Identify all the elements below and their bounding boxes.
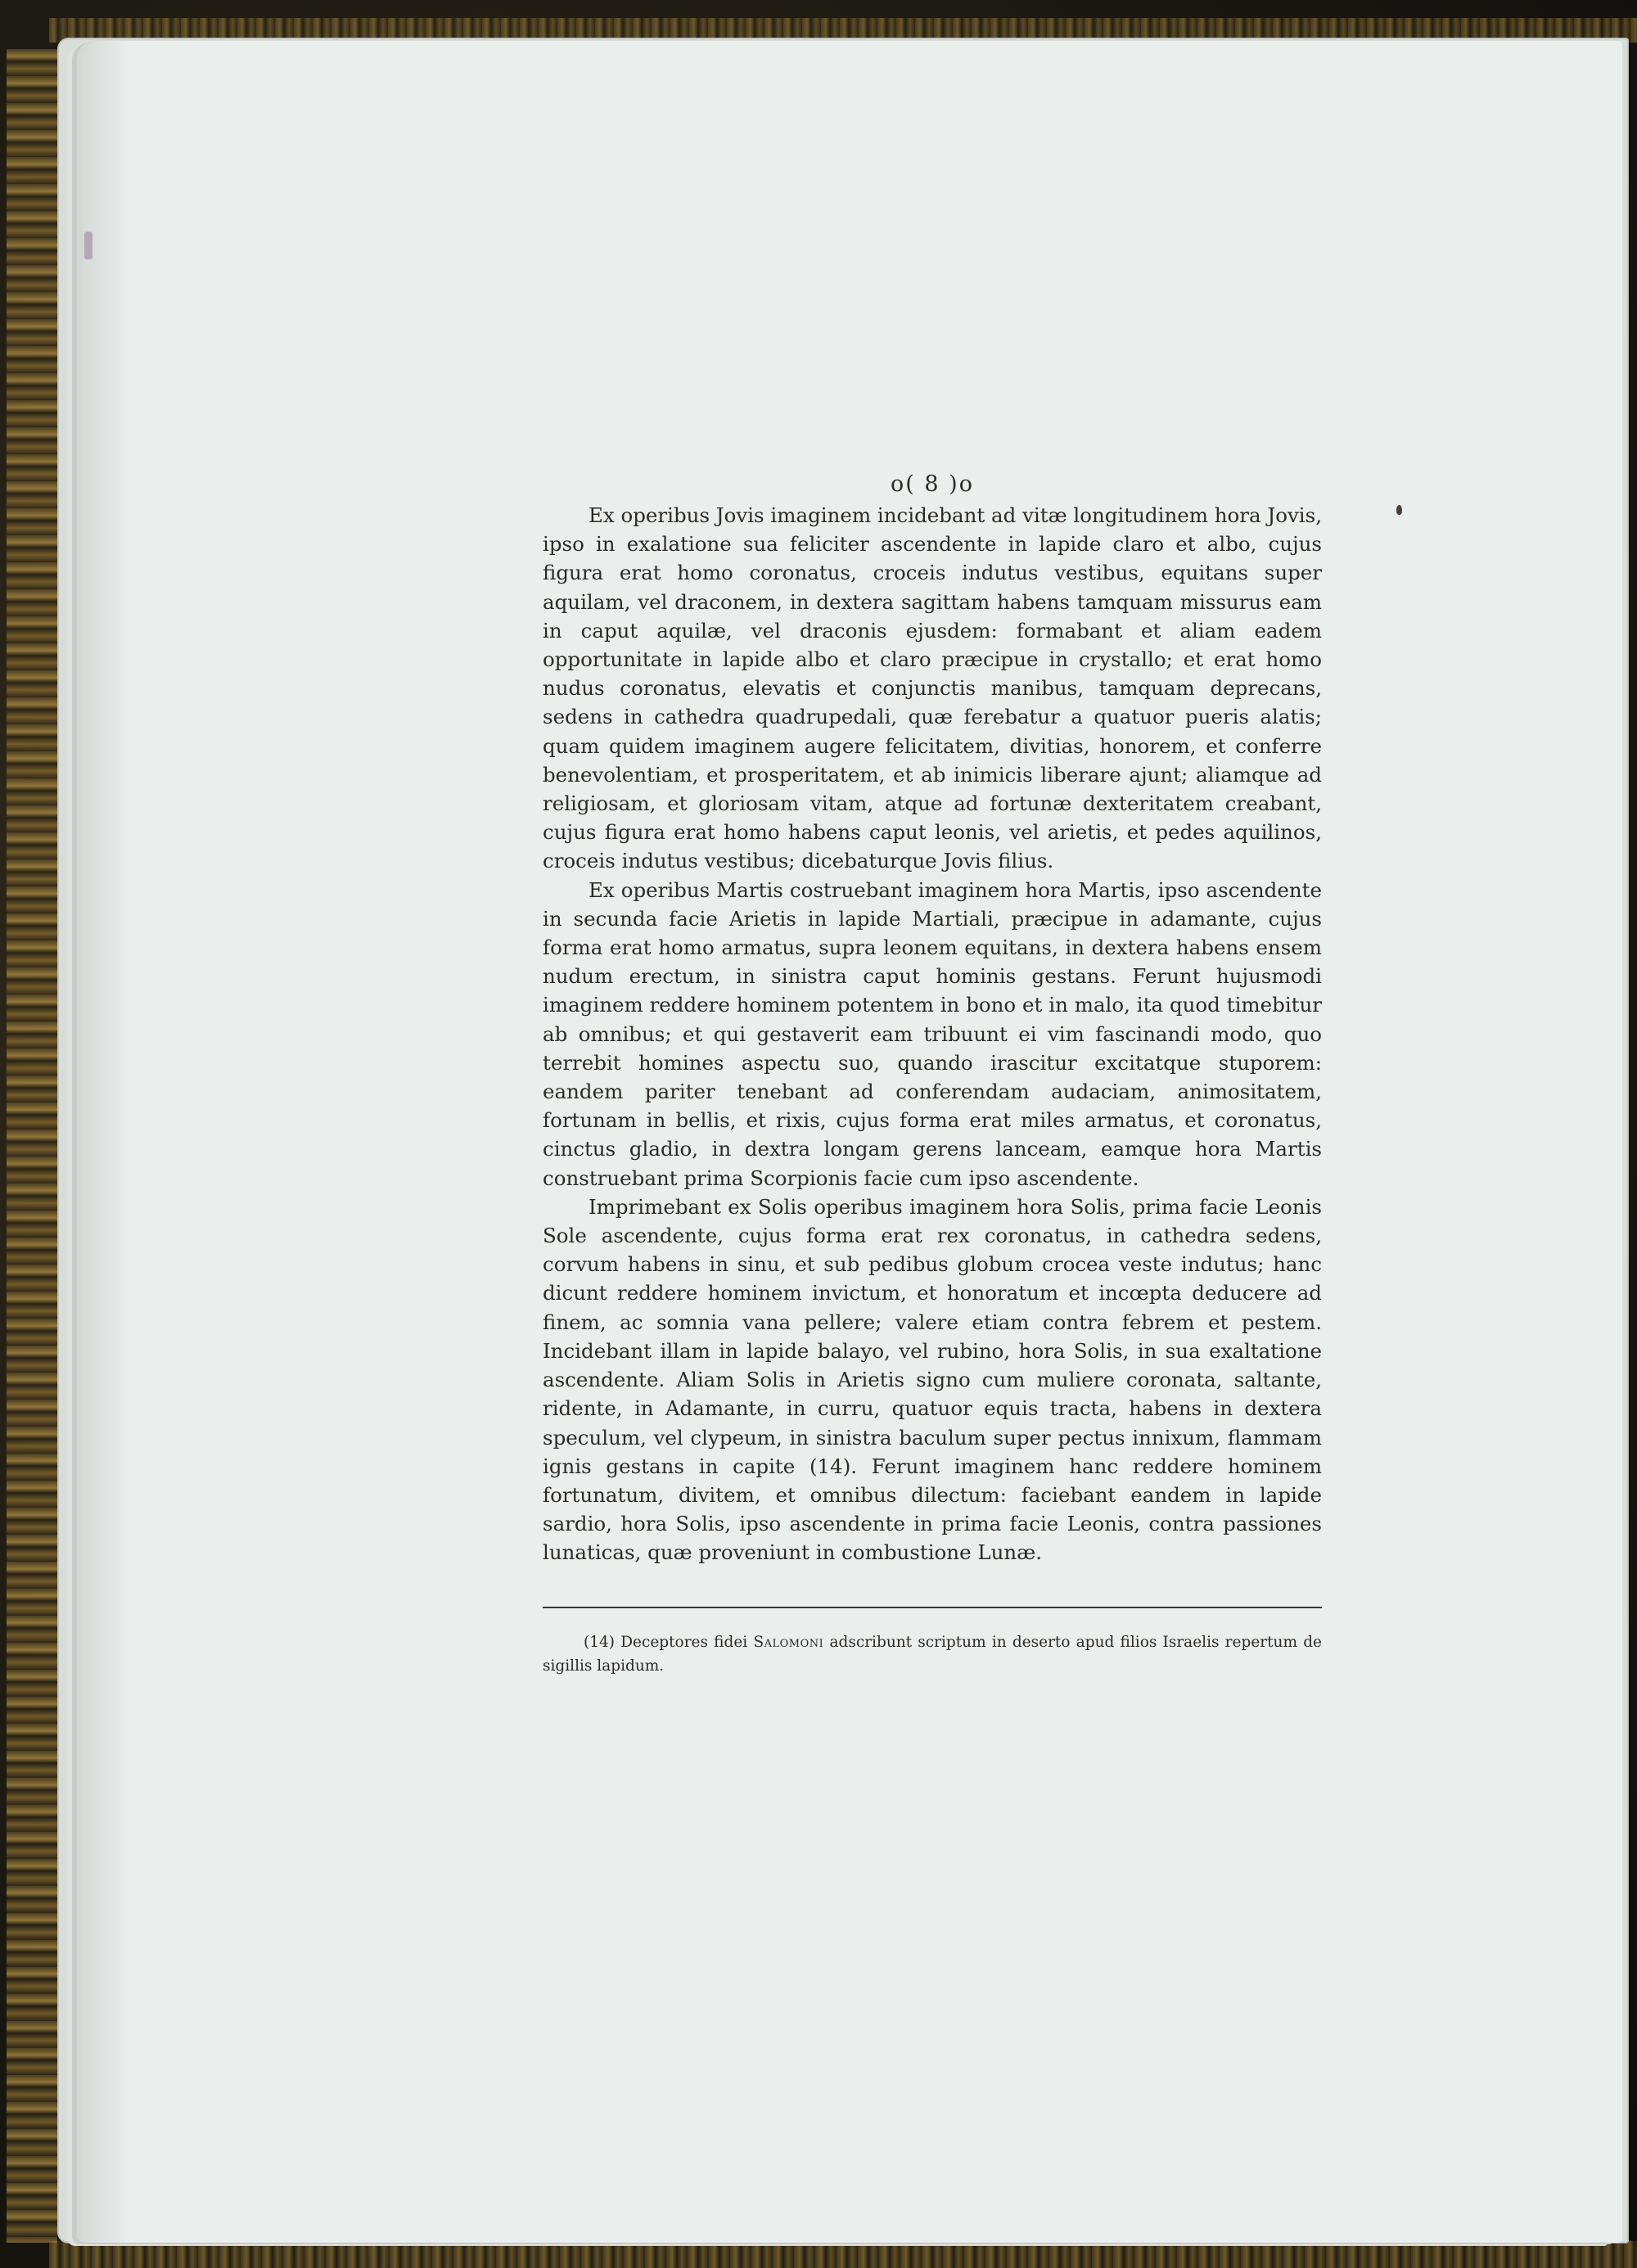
cover-border-bottom (49, 2241, 1637, 2268)
margin-pencil-mark (84, 232, 92, 259)
footnote-after: adscribunt scriptum in deserto apud filios Israelis repertum de sigillis lapidum. (543, 1634, 1322, 1675)
paragraph-jovis: Ex operibus Jovis imaginem incidebant ad vitæ longitudinem hora Jovis, ipso in exalatione sua feliciter ascendente in lapide claro et albo, cujus figura erat homo coronatus, croceis indutus vestibus, equitans super aquilam, vel draconem, in dextera sagittam habens tamquam missurus eam in caput aquilæ, vel draconis ejusdem: formabant et aliam eadem opportunitate in lapide albo et claro præcipue in crystallo; et erat homo nudus coronatus, elevatis et conjunctis manibus, tamquam deprecans, sedens in cathedra quadrupedali, quæ ferebatur a quatuor pueris alatis; quam quidem imaginem augere felicitatem, divitias, honorem, et conferre benevolentiam, et prosperitatem, et ab inimicis liberare ajunt; aliamque ad religiosam, et gloriosam vitam, atque ad fortunæ dexteritatem creabant, cujus figura erat homo habens caput leonis, vel arietis, et pedes aquilinos, croceis indutus vestibus; dicebaturque Jovis filius. (543, 503, 1322, 873)
footnote-rule (543, 1607, 1322, 1608)
main-text (543, 471, 1322, 1567)
paragraph-solis: Imprimebant ex Solis operibus imaginem hora Solis, prima facie Leonis Sole ascendente, cujus forma erat rex coronatus, in cathedra sedens, corvum habens in sinu, et sub pedibus globum crocea veste indutus; hanc dicunt reddere hominem invictum, et honoratum et incœpta deducere ad finem, ac somnia vana pellere; valere etiam contra febrem et pestem. Incidebant illam in lapide balayo, vel rubino, hora Solis, in sua exaltatione ascendente. Aliam Solis in Arietis signo cum muliere coronata, saltante, ridente, in Adamante, in curru, quatuor equis tracta, habens in dextera speculum, vel clypeum, in sinistra baculum super pectus innixum, flammam ignis gestans in capite (14). Ferunt imaginem hanc reddere hominem fortunatum, divitem, et omnibus dilectum: faciebant eandem in lapide sardio, hora Solis, ipso ascendente in prima facie Leonis, contra passiones lunaticas, quæ proveniunt in combustione Lunæ. (543, 1194, 1322, 1565)
footnote-marker: (14) (584, 1634, 615, 1651)
footnote (543, 1630, 1322, 1678)
footnote-text (543, 1630, 1322, 1678)
cover-border-left (7, 49, 57, 2243)
footnote-before: Deceptores fidei (620, 1634, 748, 1651)
paragraph-martis: Ex operibus Martis costruebant imaginem hora Martis, ipso ascendente in secunda facie Arietis in lapide Martiali, præcipue in adamante, cujus forma erat homo armatus, supra leonem equitans, in dextera habens ensem nudum erectum, in sinistra caput hominis gestans. Ferunt hujusmodi imaginem reddere hominem potentem in bono et in malo, ita quod timebitur ab omnibus; et qui gestaverit eam tribuunt ei vim fascinandi modo, quo terrebit homines aspectu suo, quando irascitur excitatque stuporem: eandem pariter tenebant ad conferendam audaciam, animositatem, fortunam in bellis, et rixis, cujus forma erat miles armatus, et coronatus, cinctus gladio, in dextra longam gerens lanceam, eamque hora Martis construebant prima Scorpionis facie cum ipso ascendente. (543, 877, 1322, 1190)
ink-spot (1396, 505, 1402, 515)
gutter-shadow (82, 41, 131, 2243)
page-number: o( 8 )o (891, 471, 974, 497)
footnote-name: Salomoni (753, 1634, 824, 1651)
